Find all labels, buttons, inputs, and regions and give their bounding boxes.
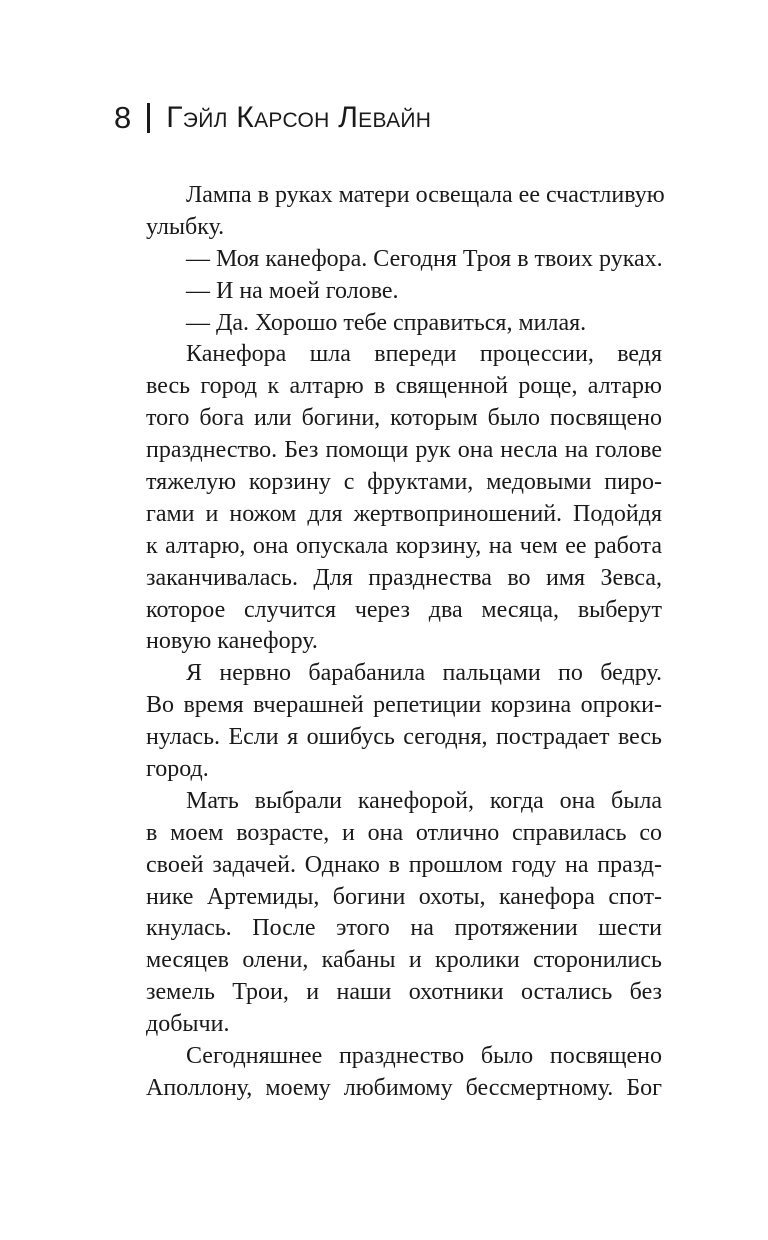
text-line: земель Трои, и наши охотники остались без <box>146 979 662 1006</box>
text-line: гами и ножом для жертвоприношений. Подойдя <box>146 500 662 527</box>
text-line: улыбку. <box>146 213 225 240</box>
text-line: в моем возрасте, и она отлично справилась со <box>146 819 662 846</box>
text-line: Канефора шла впереди процессии, ведя <box>186 341 662 368</box>
text-line: Лампа в руках матери освещала ее счастливую <box>186 182 665 208</box>
header-separator <box>147 103 150 133</box>
text-line: празднество. Без помощи рук она несла на голове <box>146 437 662 464</box>
text-line: Аполлону, моему любимому бессмертному. Бог <box>146 1074 662 1101</box>
text-line: месяцев олени, кабаны и кролики сторонились <box>146 947 662 974</box>
text-line: — И на моей голове. <box>186 277 399 304</box>
text-line: город. <box>146 756 209 783</box>
body-text <box>146 180 665 1105</box>
text-line: весь город к алтарю в священной роще, алтарю <box>146 373 662 400</box>
text-line: заканчивалась. Для празднества во имя Зевса, <box>146 564 662 591</box>
text-line: Сегодняшнее празднество было посвящено <box>186 1043 662 1070</box>
text-line: нике Артемиды, богини охоты, канефора спот- <box>146 883 662 910</box>
page-number: 8 <box>114 100 132 135</box>
text-line: — Да. Хорошо тебе справиться, милая. <box>186 309 587 336</box>
text-line: Я нервно барабанила пальцами по бедру. <box>186 660 662 687</box>
running-head <box>114 96 431 140</box>
text-line: того бога или богини, которым было посвящено <box>146 405 662 432</box>
author-name: Гэйл Карсон Левайн <box>166 101 432 134</box>
text-line: добычи. <box>146 1011 230 1038</box>
text-line: новую канефору. <box>146 628 318 655</box>
text-line: Мать выбрали канефорой, когда она была <box>186 787 662 814</box>
text-line: Во время вчерашней репетиции корзина опроки- <box>146 692 662 719</box>
text-line: своей задачей. Однако в прошлом году на празд- <box>146 851 662 878</box>
text-line: которое случится через два месяца, выберут <box>146 596 662 623</box>
text-line: — Моя канефора. Сегодня Троя в твоих руках. <box>186 245 663 272</box>
text-line: кнулась. После этого на протяжении шести <box>146 915 662 942</box>
text-line: к алтарю, она опускала корзину, на чем ее работа <box>146 532 662 559</box>
text-line: тяжелую корзину с фруктами, медовыми пиро- <box>146 469 662 496</box>
text-line: нулась. Если я ошибусь сегодня, пострадает весь <box>146 724 662 751</box>
